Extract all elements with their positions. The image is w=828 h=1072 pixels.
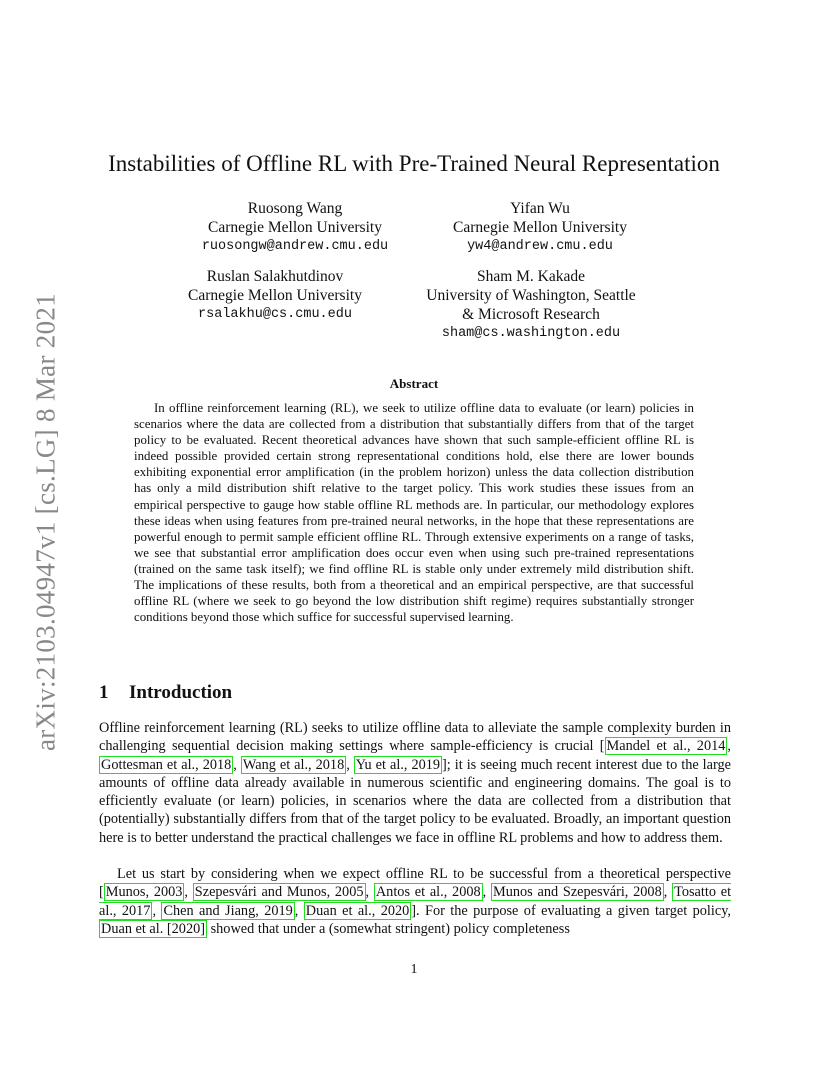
- body-text: ]. For the purpose of evaluating a given target policy,: [411, 902, 731, 919]
- citation-link[interactable]: Yu et al., 2019: [355, 756, 441, 773]
- body-text: Offline reinforcement learning (RL) seeks to utilize offline data to alleviate the sample complexity burden in challenging sequential decision making settings where sample-efficiency is crucial [: [99, 720, 731, 755]
- body-text: ,: [663, 884, 673, 901]
- author-affiliation: & Microsoft Research: [462, 306, 600, 323]
- body-text: ,: [365, 884, 374, 901]
- body-text: ,: [233, 756, 241, 773]
- author-block-4: [404, 267, 658, 343]
- author-affiliation: University of Washington, Seattle: [426, 287, 636, 304]
- paper-title: Instabilities of Offline RL with Pre-Trained Neural Representation: [108, 151, 720, 176]
- section-heading: [99, 682, 232, 704]
- citation-link[interactable]: Mandel et al., 2014: [606, 738, 726, 755]
- author-name: Sham M. Kakade: [476, 268, 586, 285]
- abstract-heading: Abstract: [389, 376, 439, 391]
- citation-link[interactable]: Szepesvári and Munos, 2005: [194, 884, 364, 901]
- body-text: ,: [346, 756, 354, 773]
- abstract-text: In offline reinforcement learning (RL), we seek to utilize offline data to evaluate (or learn) policies in scenarios where the data are collected from a distribution that substantially differs from that of the target policy to be evaluated. Recent theoretical advances have shown that such sample-efficient offline RL is indeed possible provided certain strong representational conditions hold, else there are lower bounds exhibiting exponential error amplification (in the problem horizon) unless the data collection distribution has only a mild distribution shift relative to the target policy. This work studies these issues from an empirical perspective to gauge how stable offline RL methods are. In particular, our methodology explores these ideas when using features from pre-trained neural networks, in the hope that these representations are powerful enough to permit sample efficient offline RL. Through extensive experiments on a range of tasks, we see that substantial error amplification does occur even when using such pre-trained representations (trained on the same task itself); we find offline RL is stable only under extremely mild distribution shift. The implications of these results, both from a theoretical and an empirical perspective, are that successful offline RL (where we seek to go beyond the low distribution shift regime) requires substantially stronger conditions beyond those which suffice for successful supervised learning.: [134, 401, 694, 625]
- citation-link[interactable]: Tosatto et al., 2017: [99, 884, 732, 919]
- section-title: Introduction: [129, 682, 233, 703]
- section-number: 1: [99, 682, 109, 703]
- body-text: ,: [727, 738, 731, 755]
- arxiv-sidebar-stamp: [26, 292, 66, 752]
- author-affiliation: Carnegie Mellon University: [453, 219, 627, 236]
- body-text: Let us start by considering when we expect offline RL to be successful from a theoretical perspective [: [99, 866, 731, 901]
- author-affiliation: Carnegie Mellon University: [188, 287, 362, 304]
- author-block-2: [425, 199, 655, 256]
- author-name: Ruslan Salakhutdinov: [206, 268, 344, 285]
- citation-link[interactable]: Antos et al., 2008: [375, 884, 481, 901]
- body-text: ,: [152, 902, 162, 919]
- body-text: showed that under a (somewhat stringent) policy completeness: [207, 920, 570, 937]
- page-number: 1: [410, 962, 418, 977]
- intro-paragraph-2: [99, 865, 731, 938]
- citation-link[interactable]: Duan et al. [2020]: [101, 920, 206, 937]
- citation-link[interactable]: Munos and Szepesvári, 2008: [493, 884, 662, 901]
- author-name: Yifan Wu: [510, 200, 570, 217]
- author-name: Ruosong Wang: [247, 200, 343, 217]
- author-email[interactable]: yw4@andrew.cmu.edu: [467, 239, 613, 254]
- body-text: ,: [294, 902, 304, 919]
- citation-link[interactable]: Duan et al., 2020: [305, 902, 410, 919]
- author-affiliation: Carnegie Mellon University: [208, 219, 382, 236]
- author-block-1: [190, 199, 400, 256]
- author-email[interactable]: rsalakhu@cs.cmu.edu: [198, 307, 352, 322]
- citation-link[interactable]: Gottesman et al., 2018: [101, 756, 232, 773]
- citation-link[interactable]: Chen and Jiang, 2019: [163, 902, 293, 919]
- author-email[interactable]: ruosongw@andrew.cmu.edu: [201, 239, 389, 254]
- arxiv-identifier: arXiv:2103.04947v1 [cs.LG] 8 Mar 2021: [30, 292, 61, 752]
- intro-paragraph-1: [99, 719, 731, 847]
- body-text: ,: [184, 884, 193, 901]
- author-block-3: [168, 267, 382, 324]
- citation-link[interactable]: Wang et al., 2018: [242, 756, 345, 773]
- citation-link[interactable]: Munos, 2003: [105, 884, 183, 901]
- body-text: ,: [482, 884, 491, 901]
- author-email[interactable]: sham@cs.washington.edu: [441, 326, 621, 341]
- body-text: ]; it is seeing much recent interest due to the large amounts of offline data already available in numerous scientific and engineering domains. The goal is to efficiently evaluate (or learn) policies, in scenarios where the data are collected from a distribution that (potentially) substantially differs from that of the target policy to be evaluated. Broadly, an important question here is to better understand the practical challenges we face in offline RL problems and how to address them.: [99, 756, 731, 846]
